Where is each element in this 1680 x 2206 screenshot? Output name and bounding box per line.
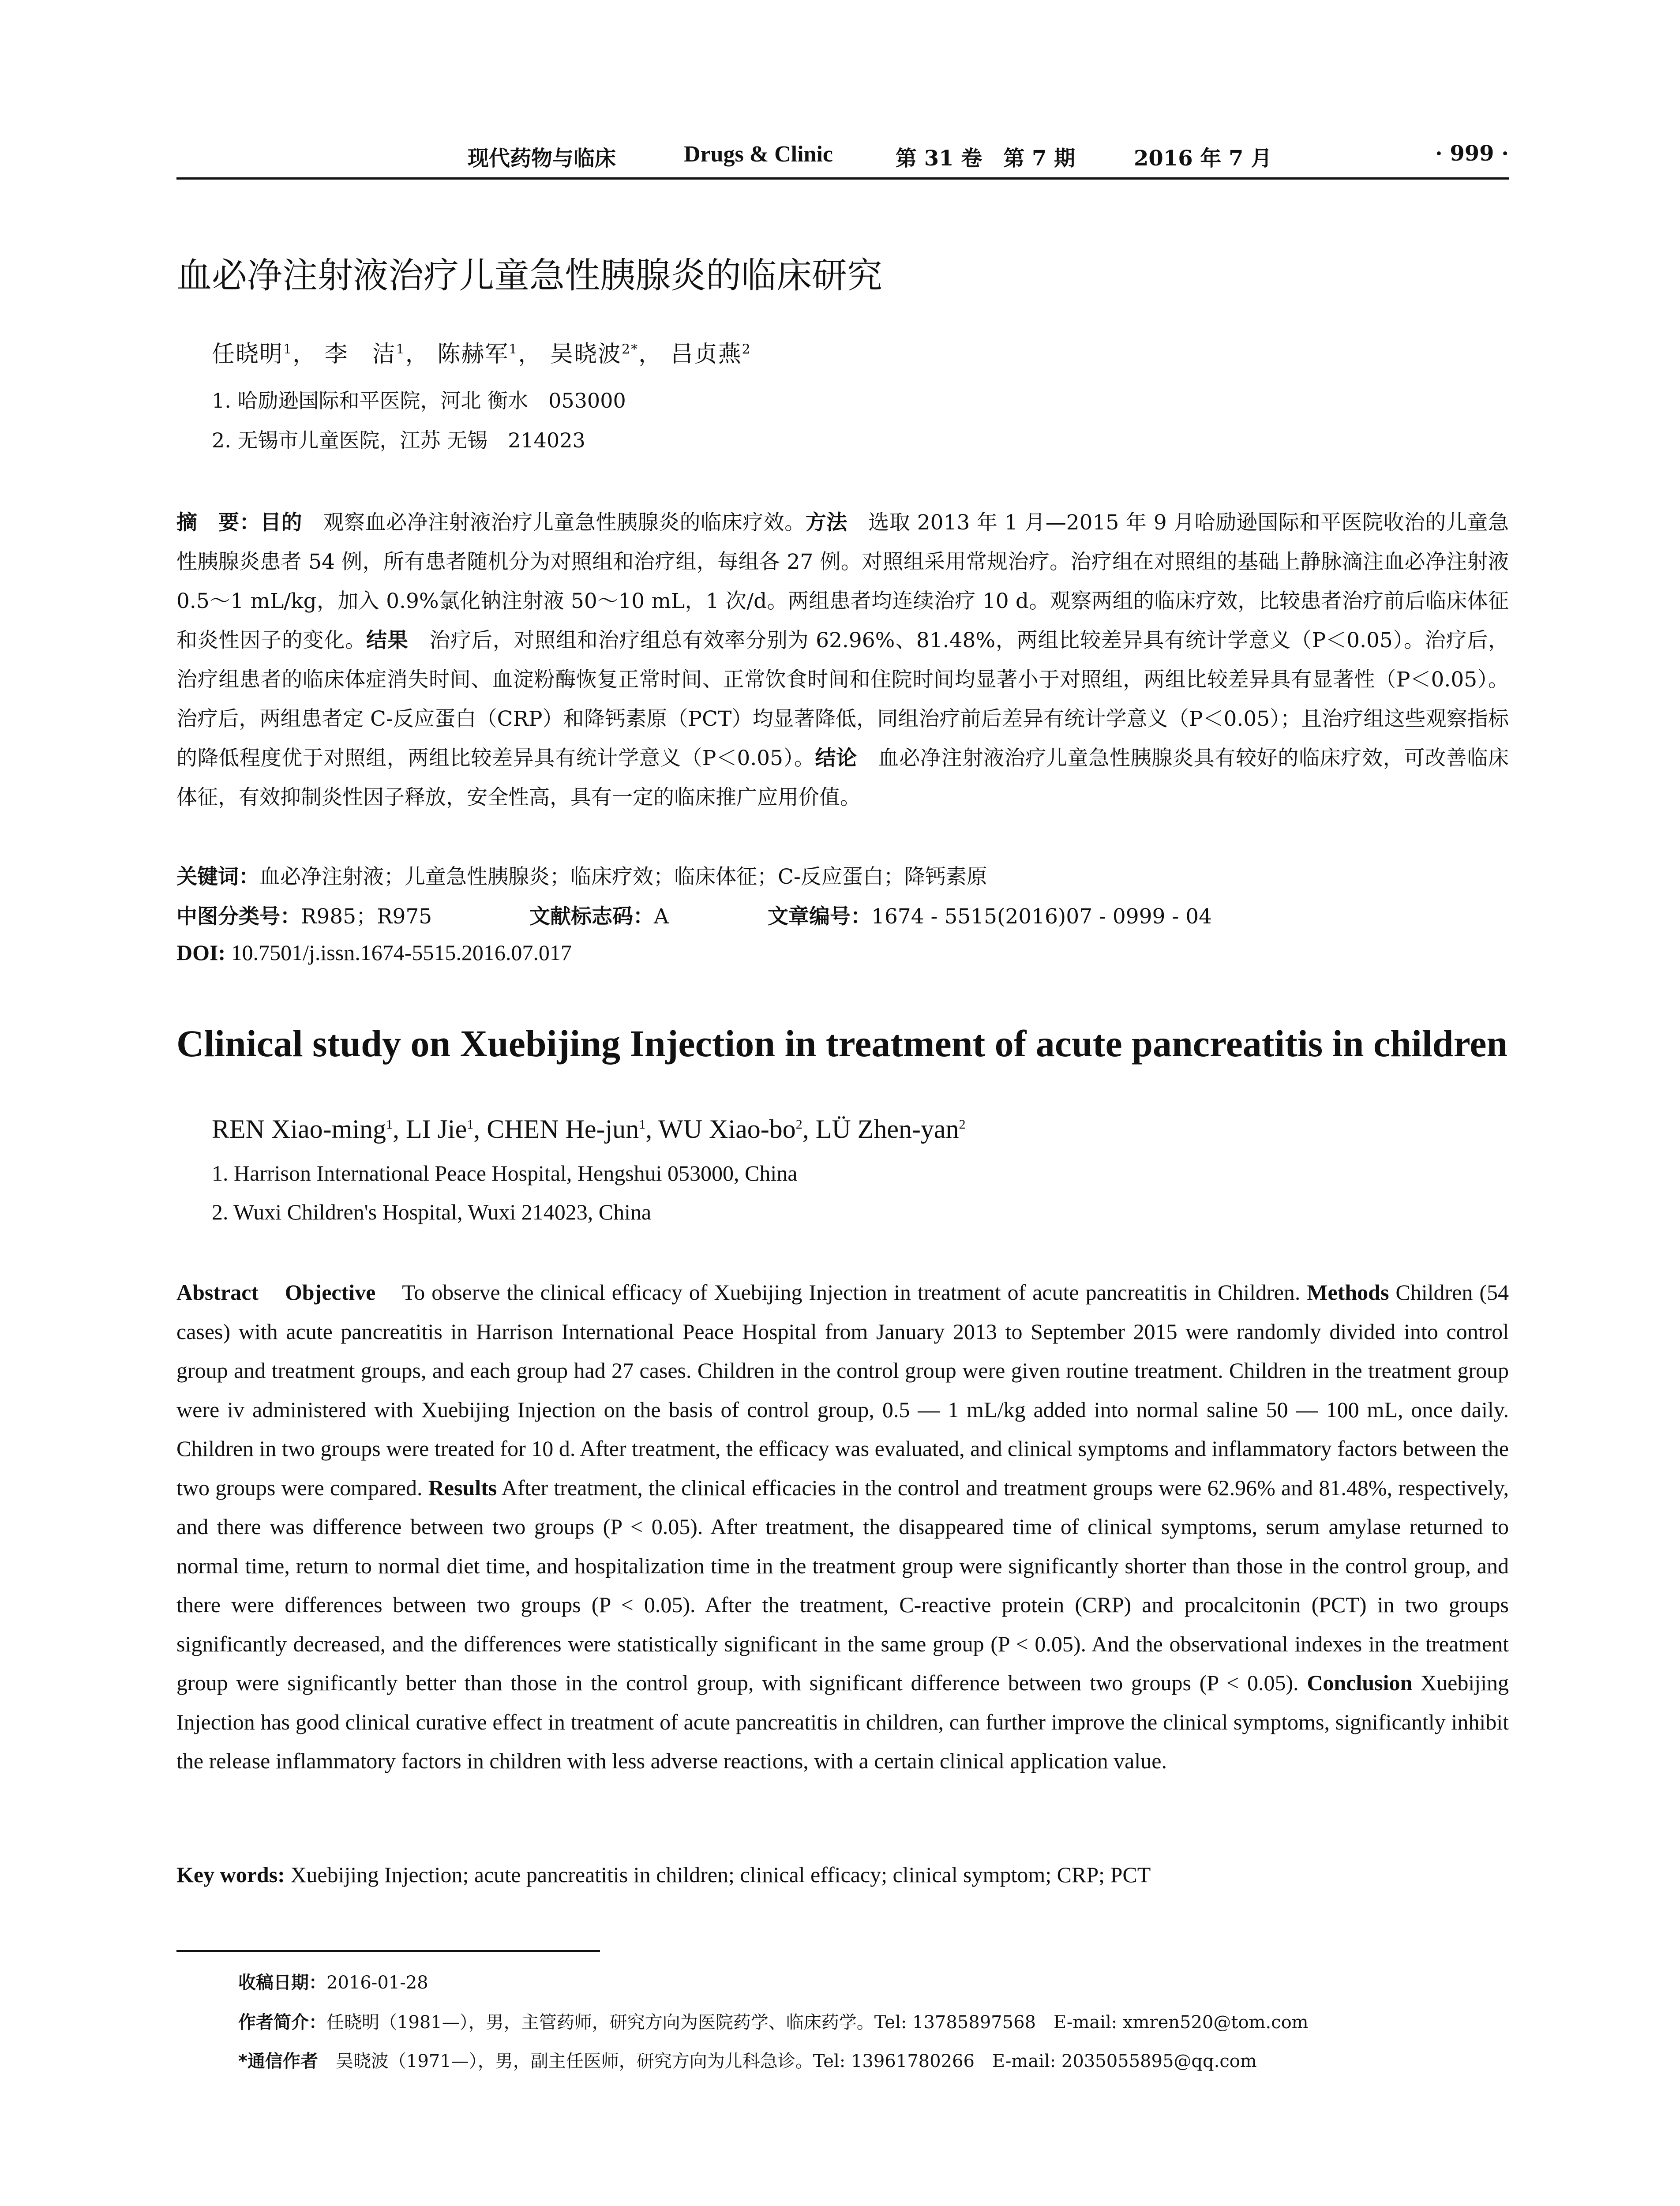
author-separator: ,	[392, 1114, 406, 1144]
footnote-received	[238, 1969, 428, 1994]
author-en: CHEN He-jun	[487, 1114, 639, 1144]
author-bio-text: 任晓明（1981—），男，主管药师，研究方向为医院药学、临床药学。Tel: 13785897568 E-mail: xmren520@tom.com	[326, 2012, 1309, 2033]
author-sup: 1	[639, 1117, 646, 1132]
objective-label: 目的	[260, 510, 303, 535]
author-sup: 1	[396, 341, 405, 357]
doi-value[interactable]: 10.7501/j.issn.1674-5515.2016.07.017	[225, 940, 572, 965]
author-sup: 1	[467, 1117, 474, 1132]
author-separator: ,	[802, 1114, 816, 1144]
author-en: REN Xiao-ming	[212, 1114, 386, 1144]
methods-text: 选取 2013 年 1 月—2015 年 9 月哈励逊国际和平医院收治的儿童急性胰腺炎患者 54 例，所有患者随机分为对照组和治疗组，每组各 27 例。对照组采用常规治疗。治疗组在对照组的基础上静脉滴注血必净注射液 0.5～1 mL/kg，加入 0.9%氯化钠注射液 50～10 mL，1 次/d。两组患者均连续治疗 10 d。观察两组的临床疗效，比较患者治疗前后临床体征和炎性因子的变化。	[176, 510, 1509, 653]
corresponding-text: 吴晓波（1971—），男，副主任医师，研究方向为儿科急诊。Tel: 13961780266 E-mail: 2035055895@qq.com	[318, 2051, 1257, 2071]
objective-text: 观察血必净注射液治疗儿童急性胰腺炎的临床疗效。	[302, 510, 806, 535]
methods-label: 方法	[805, 510, 848, 535]
doi-row	[176, 940, 572, 965]
article-no-item	[768, 900, 1212, 930]
affiliation-en: 1. Harrison International Peace Hospital, Hengshui 053000, China	[212, 1161, 798, 1186]
author-en: WU Xiao-bo	[658, 1114, 796, 1144]
article-no-value: 1674 - 5515(2016)07 - 0999 - 04	[871, 904, 1212, 929]
author-sup: 2	[742, 341, 751, 357]
author-cn: 吴晓波	[550, 341, 622, 368]
results-text-en: After treatment, the clinical efficacies in the control and treatment groups were 62.96% and 81.48%, respectively, and there was difference between two groups (P < 0.05). After treatment, the disappeared time of clinical symptoms, serum amylase returned to normal time, return to normal diet time, and hospitalization time in the treatment group were significantly shorter than those in the control group, and there were differences between two groups (P < 0.05). After the treatment, C-reactive protein (CRP) and procalcitonin (PCT) in two groups significantly decreased, and the differences were statistically significant in the same group (P < 0.05). And the observational indexes in the treatment group were significantly better than those in the control group, with significant difference between two groups (P < 0.05).	[176, 1475, 1509, 1695]
journal-name-cn: 现代药物与临床	[468, 146, 616, 171]
conclusion-label-en: Conclusion	[1307, 1670, 1413, 1695]
author-separator: ,	[473, 1114, 487, 1144]
footnote-corresponding-author	[238, 2047, 1257, 2072]
methods-label-en: Methods	[1307, 1280, 1389, 1305]
keywords-text: 血必净注射液；儿童急性胰腺炎；临床疗效；临床体征；C-反应蛋白；降钙素原	[259, 865, 987, 889]
authors-en	[212, 1114, 966, 1144]
issue-date: 2016 年 7 月	[1134, 146, 1272, 171]
author-sup: 2	[795, 1117, 802, 1132]
author-bio-label: 作者简介：	[238, 2012, 326, 2033]
affiliation-cn: 2. 无锡市儿童医院，江苏 无锡 214023	[212, 428, 585, 452]
abstract-en	[176, 1273, 1509, 1781]
clc-label: 中图分类号：	[176, 904, 301, 929]
author-separator: ，	[518, 341, 542, 368]
author-separator: ，	[292, 341, 317, 368]
running-header	[176, 141, 1509, 181]
doc-code-item	[529, 900, 768, 930]
corresponding-label: *通信作者	[238, 2051, 318, 2071]
methods-text-en: Children (54 cases) with acute pancreatitis in Harrison International Peace Hospital from January 2013 to September 2015 were randomly divided into control group and treatment groups, and each group had 27 cases. Children in the control group were given routine treatment. Children in the treatment group were iv administered with Xuebijing Injection on the basis of control group, 0.5 — 1 mL/kg added into normal saline 50 — 100 mL, once daily. Children in two groups were treated for 10 d. After treatment, the efficacy was evaluated, and clinical symptoms and inflammatory factors between the two groups were compared.	[176, 1280, 1509, 1500]
journal-name-en: Drugs & Clinic	[684, 142, 833, 167]
received-date: 2016-01-28	[326, 1973, 428, 1993]
author-cn: 陈赫军	[437, 341, 509, 368]
classification-row	[176, 900, 1212, 930]
author-sup: 2	[959, 1117, 966, 1132]
title-en: Clinical study on Xuebijing Injection in treatment of acute pancreatitis in children	[176, 1022, 1508, 1065]
author-cn: 李 洁	[324, 341, 396, 368]
keywords-en	[176, 1855, 1509, 1894]
header-rule	[176, 177, 1509, 180]
abstract-label-en: Abstract	[176, 1280, 259, 1305]
author-sup: 1	[509, 341, 518, 357]
author-cn: 吕贞燕	[670, 341, 742, 368]
keywords-text-en: Xuebijing Injection; acute pancreatitis in children; clinical efficacy; clinical symptom; CRP; PCT	[285, 1862, 1151, 1887]
keywords-label: 关键词：	[176, 865, 259, 889]
conclusion-label: 结论	[815, 746, 857, 770]
author-cn: 任晓明	[212, 341, 284, 368]
page-number: · 999 ·	[1435, 141, 1509, 166]
author-separator: ，	[638, 341, 663, 368]
doi-label: DOI:	[176, 940, 226, 965]
objective-label-en: Objective	[285, 1280, 376, 1305]
objective-text-en: To observe the clinical efficacy of Xuebijing Injection in treatment of acute pancreatitis in Children.	[402, 1280, 1307, 1305]
abstract-cn	[176, 503, 1509, 817]
footnote-author-bio	[238, 2008, 1309, 2033]
conclusion-text: 血必净注射液治疗儿童急性胰腺炎具有较好的临床疗效，可改善临床体征，有效抑制炎性因子释放，安全性高，具有一定的临床推广应用价值。	[176, 746, 1509, 810]
author-en: LÜ Zhen-yan	[815, 1114, 959, 1144]
affiliation-en: 2. Wuxi Children's Hospital, Wuxi 214023, China	[212, 1200, 652, 1224]
doc-code-value: A	[654, 904, 669, 929]
clc-item	[176, 900, 529, 930]
volume-issue: 第 31 卷 第 7 期	[896, 146, 1076, 171]
results-label: 结果	[366, 628, 409, 653]
author-en: LI Jie	[405, 1114, 467, 1144]
footnote-rule	[176, 1950, 600, 1952]
author-sup: 1	[386, 1117, 393, 1132]
conclusion-text-en: Xuebijing Injection has good clinical curative effect in treatment of acute pancreatitis in children, can further improve the clinical symptoms, significantly inhibit the release inflammatory factors in children with less adverse reactions, with a certain clinical application value.	[176, 1670, 1509, 1773]
title-cn: 血必净注射液治疗儿童急性胰腺炎的临床研究	[176, 255, 882, 296]
author-separator: ，	[405, 341, 429, 368]
results-text: 治疗后，对照组和治疗组总有效率分别为 62.96%、81.48%，两组比较差异具有统计学意义（P＜0.05）。治疗后，治疗组患者的临床体症消失时间、血淀粉酶恢复正常时间、正常饮食时间和住院时间均显著小于对照组，两组比较差异具有显著性（P＜0.05）。治疗后，两组患者定 C-反应蛋白（CRP）和降钙素原（PCT）均显著降低，同组治疗前后差异有统计学意义（P＜0.05）；且治疗组这些观察指标的降低程度优于对照组，两组比较差异具有统计学意义（P＜0.05）。	[176, 628, 1509, 770]
author-sup: 2*	[621, 341, 639, 357]
author-separator: ,	[645, 1114, 659, 1144]
clc-value: R985；R975	[301, 904, 432, 929]
keywords-cn	[176, 860, 987, 890]
keywords-label-en: Key words:	[176, 1862, 285, 1887]
article-no-label: 文章编号：	[768, 904, 871, 929]
author-sup: 1	[283, 341, 293, 357]
authors-cn	[212, 335, 751, 368]
doc-code-label: 文献标志码：	[529, 904, 654, 929]
affiliation-cn: 1. 哈励逊国际和平医院，河北 衡水 053000	[212, 389, 626, 413]
received-label: 收稿日期：	[238, 1973, 326, 1993]
results-label-en: Results	[428, 1475, 497, 1500]
abstract-label: 摘 要：	[176, 510, 261, 535]
